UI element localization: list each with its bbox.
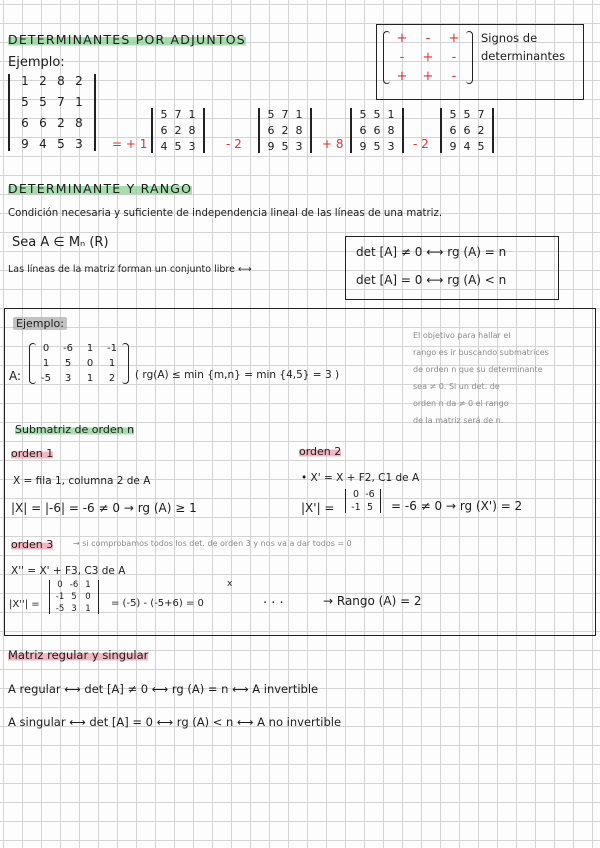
- minor-matrix-1: [151, 108, 205, 153]
- minor-matrix-3: [350, 108, 404, 153]
- det-rank-line-1: det [A] ≠ 0 ⟷ rg (A) = n: [356, 245, 507, 259]
- matrix-cell: 3: [295, 140, 303, 153]
- matrix-cell: 1: [85, 580, 91, 590]
- matrix-cell: 5: [57, 137, 65, 151]
- matrix-cell: 5: [281, 140, 289, 153]
- signs-matrix: [383, 31, 473, 84]
- matrix-cell: -6: [69, 580, 79, 590]
- matrix-cell: 1: [387, 108, 395, 121]
- matrix-cell: 6: [463, 124, 471, 137]
- matrix-cell: 2: [477, 124, 485, 137]
- matrix-cell: 2: [281, 124, 289, 137]
- orden2-title: orden 2: [299, 445, 342, 458]
- matrix-cell: 0: [57, 580, 63, 590]
- example-box: [4, 308, 596, 636]
- matrix-cell: 7: [477, 108, 485, 121]
- det-rank-box: [345, 236, 559, 300]
- matrix-cell: 6: [160, 124, 168, 137]
- orden1-title: orden 1: [11, 447, 54, 460]
- matrix-cell: 2: [108, 373, 116, 384]
- goal-note-line: rango es ir buscando submatrices: [413, 348, 549, 357]
- orden1-line1: X = fila 1, columna 2 de A: [13, 475, 151, 487]
- matrix-cell: -6: [365, 489, 375, 500]
- matrix-cell: 7: [174, 108, 182, 121]
- det-rank-line-2: det [A] = 0 ⟷ rg (A) < n: [356, 273, 507, 287]
- goal-note-line: de orden n que su determinante: [413, 365, 543, 374]
- term3-sign: + 8: [322, 137, 344, 151]
- orden3-result: → Rango (A) = 2: [323, 594, 422, 608]
- matrix-cell: 5: [366, 502, 374, 513]
- orden3-line2-post: = (-5) - (-5+6) = 0: [111, 598, 204, 609]
- matrix-cell: 0: [85, 592, 91, 602]
- orden3-title: orden 3: [11, 538, 54, 551]
- matrix-cell: 5: [449, 108, 457, 121]
- matrix-cell: 5: [71, 592, 77, 602]
- orden1-line2: |X| = |-6| = -6 ≠ 0 → rg (A) ≥ 1: [11, 501, 197, 515]
- matrix-cell: 1: [75, 95, 83, 109]
- regular-line: A regular ⟷ det [A] ≠ 0 ⟷ rg (A) = n ⟷ A invertible: [8, 682, 319, 696]
- matrix-cell: 2: [75, 74, 83, 88]
- matrix-cell: 5: [373, 140, 381, 153]
- matrix-cell: 5: [267, 108, 275, 121]
- orden3-dots: . . .: [263, 592, 284, 607]
- sea-text: Sea A ∈ Mₙ (R): [12, 235, 109, 250]
- example-label: Ejemplo:: [8, 55, 65, 70]
- matrix-cell: 9: [21, 137, 29, 151]
- term4-sign: - 2: [413, 137, 429, 151]
- matrix-cell: 5: [39, 95, 47, 109]
- matrix-cell: 1: [86, 373, 94, 384]
- goal-note: [413, 327, 549, 429]
- matrix-cell: 3: [71, 604, 77, 614]
- matrix-cell: 3: [188, 140, 196, 153]
- matrix-cell: 1: [86, 343, 94, 354]
- minor-matrix-4: [440, 108, 494, 153]
- orden3-mark: x: [227, 579, 233, 589]
- signs-label-2: determinantes: [481, 49, 566, 63]
- matrix-cell: 1: [21, 74, 29, 88]
- matrix-cell: 8: [57, 74, 65, 88]
- matrix-cell: 9: [449, 140, 457, 153]
- matrix-cell: 8: [387, 124, 395, 137]
- matrix-cell: 6: [359, 124, 367, 137]
- matrix-cell: 6: [267, 124, 275, 137]
- goal-note-line: de la matriz será de n.: [413, 416, 504, 425]
- matrix-cell: 3: [387, 140, 395, 153]
- matrix-4x4: [8, 74, 96, 151]
- matrix-cell: 0: [352, 489, 360, 500]
- example-matrix: [29, 343, 129, 384]
- singular-line: A singular ⟷ det [A] = 0 ⟷ rg (A) < n ⟷ A no invertible: [8, 715, 342, 729]
- section-title-regular: Matriz regular y singular: [8, 648, 149, 662]
- matrix-cell: 1: [188, 108, 196, 121]
- matrix-cell: 0: [86, 358, 94, 369]
- matrix-cell: 8: [188, 124, 196, 137]
- matrix-cell: 5: [64, 358, 72, 369]
- sign-cell: -: [425, 31, 431, 46]
- sign-cell: +: [422, 69, 434, 84]
- sign-cell: -: [399, 50, 405, 65]
- matrix-cell: 9: [267, 140, 275, 153]
- orden3-line1: X'' = X' + F3, C3 de A: [11, 565, 126, 577]
- matrix-cell: 1: [85, 604, 91, 614]
- matrix-cell: 1: [295, 108, 303, 121]
- matrix-cell: 3: [64, 373, 72, 384]
- orden2-line1: • X' = X + F2, C1 de A: [301, 472, 420, 484]
- sign-cell: +: [396, 31, 408, 46]
- matrix-cell: -6: [63, 343, 73, 354]
- example-box-label: Ejemplo:: [13, 317, 67, 330]
- section-title-adjuntos: DETERMINANTES POR ADJUNTOS: [8, 32, 246, 47]
- matrix-cell: 3: [75, 137, 83, 151]
- matrix-cell: 8: [295, 124, 303, 137]
- matrix-cell: 7: [281, 108, 289, 121]
- matrix-cell: 6: [373, 124, 381, 137]
- orden3-note: → si comprobamos todos los det. de orden 3 y nos va a dar todos = 0: [73, 539, 352, 548]
- orden2-matrix: [345, 489, 381, 513]
- sign-cell: +: [422, 50, 434, 65]
- sign-cell: +: [448, 31, 460, 46]
- orden3-line2-pre: |X''| =: [9, 599, 40, 610]
- matrix-cell: 6: [39, 116, 47, 130]
- matrix-cell: -1: [351, 502, 361, 513]
- matrix-cell: 5: [21, 95, 29, 109]
- orden2-line2-post: = -6 ≠ 0 → rg (X') = 2: [391, 499, 523, 513]
- matrix-cell: 4: [39, 137, 47, 151]
- goal-note-line: orden n da ≠ 0 el rango: [413, 399, 509, 408]
- matrix-cell: 5: [160, 108, 168, 121]
- matrix-cell: 1: [42, 358, 50, 369]
- matrix-cell: 2: [57, 116, 65, 130]
- term2-sign: - 2: [226, 137, 242, 151]
- signs-label-1: Signos de: [481, 31, 538, 45]
- sign-cell: +: [396, 69, 408, 84]
- matrix-cell: 5: [463, 108, 471, 121]
- matrix-cell: -1: [107, 343, 117, 354]
- submatrix-title: Submatriz de orden n: [15, 423, 135, 436]
- matrix-cell: 5: [477, 140, 485, 153]
- sign-cell: -: [451, 69, 457, 84]
- signs-box: [376, 24, 584, 100]
- rank-bound-eq: ( rg(A) ≤ min {m,n} = min {4,5} = 3 ): [135, 369, 340, 381]
- matrix-cell: -5: [41, 373, 51, 384]
- matrix-cell: 5: [174, 140, 182, 153]
- orden2-line2-pre: |X'| =: [301, 501, 335, 515]
- matrix-cell: 4: [160, 140, 168, 153]
- minor-matrix-2: [258, 108, 312, 153]
- matrix-cell: 0: [42, 343, 50, 354]
- section-title-rango: DETERMINANTE Y RANGO: [8, 181, 193, 196]
- matrix-cell: -1: [55, 592, 65, 602]
- matrix-cell: 2: [174, 124, 182, 137]
- matrix-cell: 9: [359, 140, 367, 153]
- condition-text: Condición necesaria y suficiente de independencia lineal de las líneas de una matriz.: [8, 208, 443, 219]
- matrix-cell: 6: [449, 124, 457, 137]
- sign-cell: -: [451, 50, 457, 65]
- matrix-cell: 6: [21, 116, 29, 130]
- matrix-cell: 4: [463, 140, 471, 153]
- matrix-cell: 5: [373, 108, 381, 121]
- matrix-cell: 2: [39, 74, 47, 88]
- goal-note-line: sea ≠ 0. Si un det. de: [413, 382, 500, 391]
- a-label: A:: [9, 369, 22, 383]
- matrix-cell: 7: [57, 95, 65, 109]
- matrix-cell: 1: [108, 358, 116, 369]
- goal-note-line: El objetivo para hallar el: [413, 331, 511, 340]
- matrix-cell: -5: [55, 604, 65, 614]
- matrix-cell: 5: [359, 108, 367, 121]
- free-set-text: Las líneas de la matriz forman un conjunto libre ⟷: [8, 264, 252, 275]
- matrix-cell: 8: [75, 116, 83, 130]
- term1-sign: = + 1: [112, 137, 148, 151]
- orden3-matrix: [49, 580, 99, 614]
